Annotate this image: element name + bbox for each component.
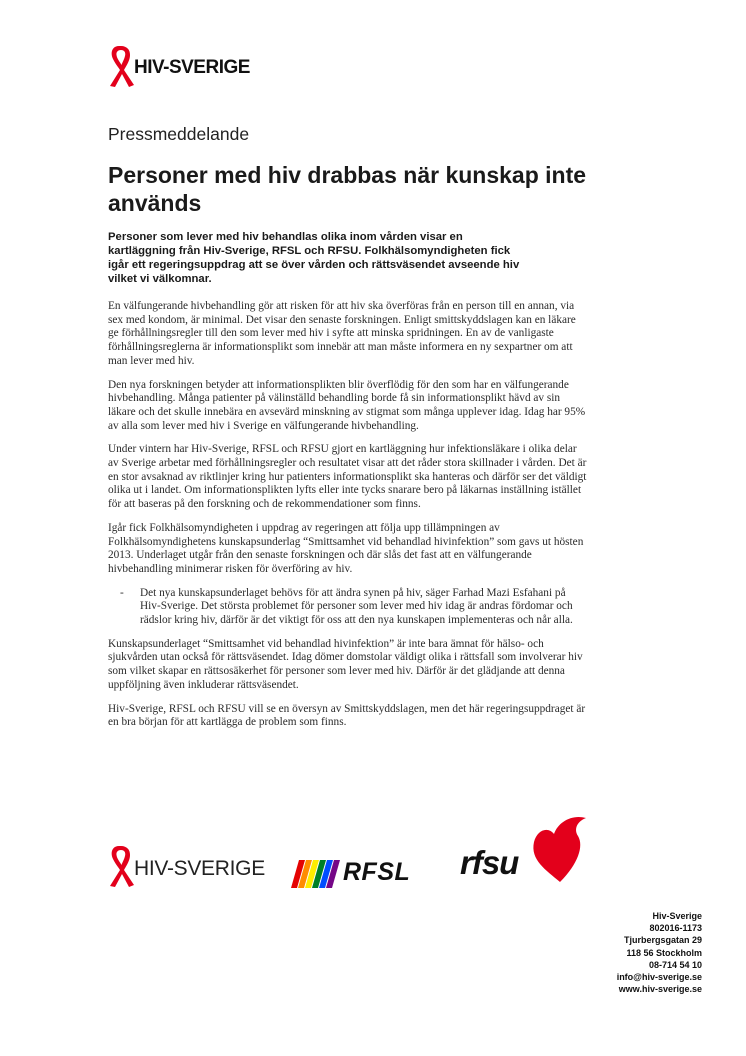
hiv-sverige-logo-text: HIV-SVERIGE xyxy=(134,857,265,880)
footer-logos xyxy=(106,812,596,892)
paragraph-6: Hiv-Sverige, RFSL och RFSU vill se en översyn av Smittskyddslagen, men det här regeringsuppdraget är en bra början för att kartlägga de problem som finns. xyxy=(108,702,586,729)
contact-web[interactable]: www.hiv-sverige.se xyxy=(618,984,702,995)
paragraph-4: Igår fick Folkhälsomyndigheten i uppdrag av regeringen att följa upp tillämpningen av Folkhälsomyndighetens kunskapsunderlag “Smittsamhet vid behandlad hivinfektion” som gavs ut hösten 2013. Underlaget utgår från den senaste forskningen och där slås det fast att en välfungerande hivbehandling minimerar risken för överföring av hiv. xyxy=(108,521,584,575)
rfsu-logo xyxy=(460,812,590,892)
paragraph-1: En välfungerande hivbehandling gör att risken för att hiv ska överföras från en person till en annan, via sex med kondom, är minimal. Det visar den senaste forskningen. Enligt smittskyddslagen kan en läkare ge förhållningsregler till den som lever med hiv i syfte att minska spridningen. En av de vanligaste förhållningsreglerna är informationsplikt som innebär att man måste informera en ny sexpartner om att man lever med hiv. xyxy=(108,300,576,367)
red-ribbon-icon xyxy=(106,44,136,88)
paragraph-3: Under vintern har Hiv-Sverige, RFSL och RFSU gjort en kartläggning hur infektionsläkare i olika delar av Sverige arbetar med förhållningsregler och resultatet visar att det råder stora skillnader i vården. Det är en stor avsaknad av riktlinjer kring hur patienters informationsplikt ska hanteras och därför ser det väldigt olika ut i landet. Om informationsplikten lyfts eller inte tycks snarare bero på läkarnas inställning istället för att baseras på den forskning och de rekommendationer som finns. xyxy=(108,443,587,511)
paragraph-2: Den nya forskningen betyder att informationsplikten blir överflödig för den som har en välfungerande hivbehandling. Många patienter på välinställd behandling borde få sin informationsplikt hävd av sin läkare och det skulle innebära en avsevärd minskning av stigmat som många upplever idag. Idag har 95% av alla som lever med hiv i Sverige en välfungerande hivbehandling. xyxy=(108,378,586,432)
quote-block xyxy=(108,587,588,628)
red-ribbon-icon xyxy=(106,844,136,888)
contact-org: Hiv-Sverige xyxy=(652,911,702,921)
contact-email[interactable]: info@hiv-sverige.se xyxy=(616,972,702,983)
rainbow-stripes-icon xyxy=(291,860,347,888)
lead-paragraph: Personer som lever med hiv behandlas olika inom vården visar en kartläggning från Hiv-Sverige, RFSL och RFSU. Folkhälsomyndigheten fick igår ett regeringsuppdrag att se över vården och rättsväsendet avseende hiv vilket vi välkomnar. xyxy=(108,231,520,285)
header-logo xyxy=(106,44,266,86)
flame-heart-icon xyxy=(520,812,590,884)
contact-phone: 08-714 54 10 xyxy=(648,959,702,970)
header-logo-text: HIV-SVERIGE xyxy=(134,57,250,78)
contact-street: Tjurbergsgatan 29 xyxy=(623,935,702,946)
rfsl-logo-text: RFSL xyxy=(343,858,411,886)
quote-dash: - xyxy=(120,586,124,599)
hiv-sverige-logo xyxy=(106,844,276,888)
body-text xyxy=(108,300,588,740)
rfsu-logo-text: rfsu xyxy=(460,844,519,881)
contact-city: 118 56 Stockholm xyxy=(626,947,702,958)
contact-org-number: 802016-1173 xyxy=(649,923,702,934)
document-type: Pressmeddelande xyxy=(108,124,250,144)
quote-text: Det nya kunskapsunderlaget behövs för att ändra synen på hiv, säger Farhad Mazi Esfahani på Hiv-Sverige. Det största problemet för personer som lever med hiv idag är andras fördomar och rädslor kring hiv, därför är det viktigt för oss att den nya kunskapen implementeras och når alla. xyxy=(140,586,573,627)
headline: Personer med hiv drabbas när kunskap inte används xyxy=(108,162,587,216)
contact-info xyxy=(617,910,702,995)
paragraph-5: Kunskapsunderlaget “Smittsamhet vid behandlad hivinfektion” är inte bara ämnat för hälso- och sjukvården utan också för rättsväsendet. Idag dömer domstolar väldigt olika i rättsfall som involverar hiv som vilket skapar en rättsosäkerhet för personer som lever med hiv. Därför är det glädjande att denna uppföljning även inkluderar rättsväsendet. xyxy=(108,637,583,691)
rfsl-logo xyxy=(291,856,431,890)
